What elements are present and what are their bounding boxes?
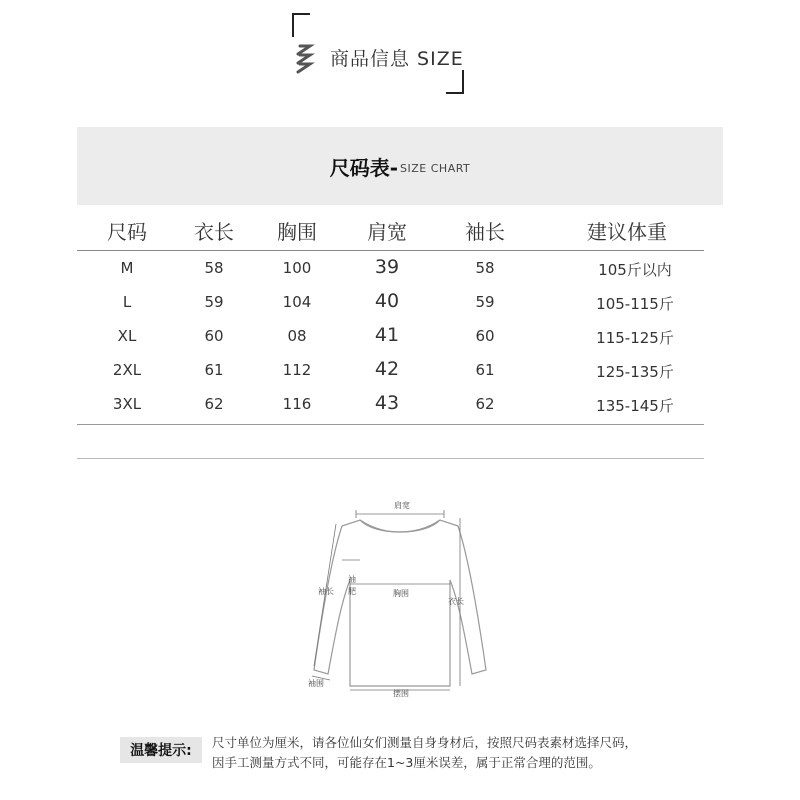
table-row — [77, 285, 704, 319]
table-cell: 42 — [374, 358, 400, 380]
table-row — [77, 319, 704, 353]
table-cell: 59 — [475, 293, 495, 311]
column-header: 尺码 — [107, 220, 147, 244]
table-cell: 59 — [204, 293, 224, 311]
hanger-stripes-icon — [290, 42, 316, 74]
diagram-label-chest: 胸围 — [393, 589, 409, 598]
corner-bracket-bottom-right — [446, 70, 464, 94]
diagram-label-cuff: 袖围 — [308, 679, 324, 688]
notice-line: 因手工测量方式不同，可能存在1~3厘米误差，属于正常合理的范围。 — [212, 755, 601, 770]
column-header: 建议体重 — [587, 220, 667, 244]
column-header: 衣长 — [194, 220, 234, 244]
diagram-label-sleeve-width-1: 袖 — [348, 575, 356, 584]
diagram-label-sleeve-width-2: 肥 — [348, 587, 356, 596]
column-header: 袖长 — [465, 220, 505, 244]
table-cell: M — [120, 259, 134, 277]
diagram-label-shoulder: 肩宽 — [394, 501, 410, 510]
size-table — [77, 208, 704, 421]
notice-line: 尺寸单位为厘米，请各位仙女们测量自身身材后，按照尺码表素材选择尺码， — [212, 735, 638, 750]
table-cell: 115-125斤 — [596, 329, 674, 347]
table-cell: XL — [117, 327, 137, 345]
corner-bracket-top-left — [292, 13, 310, 37]
notice-text — [212, 733, 692, 773]
table-cell: 39 — [374, 256, 400, 278]
table-cell: 60 — [475, 327, 495, 345]
table-cell: 116 — [282, 395, 312, 413]
table-cell: 3XL — [112, 395, 142, 413]
table-body — [77, 251, 704, 421]
table-cell: 60 — [204, 327, 224, 345]
table-row — [77, 353, 704, 387]
notice-label: 温馨提示: — [120, 737, 202, 763]
table-cell: 112 — [282, 361, 312, 379]
table-cell: 135-145斤 — [596, 397, 674, 415]
column-header: 胸围 — [277, 220, 317, 244]
table-cell: 61 — [204, 361, 224, 379]
table-cell: 58 — [475, 259, 495, 277]
table-cell: 58 — [204, 259, 224, 277]
table-cell: 105斤以内 — [598, 261, 672, 279]
diagram-label-sleeve-length: 袖长 — [318, 587, 334, 596]
table-row — [77, 387, 704, 421]
section-title: 商品信息 SIZE — [330, 48, 464, 70]
diagram-label-length: 衣长 — [448, 597, 464, 606]
table-cell: 104 — [282, 293, 312, 311]
table-cell: 2XL — [112, 361, 142, 379]
table-cell: 41 — [374, 324, 400, 346]
table-cell: L — [122, 293, 132, 311]
table-cell: 100 — [282, 259, 312, 277]
table-row — [77, 251, 704, 285]
table-cell: 62 — [204, 395, 224, 413]
table-cell: 125-135斤 — [596, 363, 674, 381]
size-chart-banner — [77, 127, 723, 205]
table-cell: 43 — [374, 392, 400, 414]
section-divider — [77, 458, 704, 459]
table-header-row — [77, 208, 704, 251]
diagram-label-hem: 摆围 — [393, 689, 409, 698]
table-divider — [77, 424, 704, 425]
table-cell: 61 — [475, 361, 495, 379]
garment-measurement-diagram — [290, 490, 510, 700]
table-cell: 08 — [287, 327, 307, 345]
table-cell: 62 — [475, 395, 495, 413]
table-cell: 105-115斤 — [596, 295, 674, 313]
column-header: 肩宽 — [367, 220, 407, 244]
banner-title: 尺码表- — [329, 155, 399, 180]
banner-subtitle: SIZE CHART — [400, 161, 471, 175]
table-cell: 40 — [374, 290, 400, 312]
